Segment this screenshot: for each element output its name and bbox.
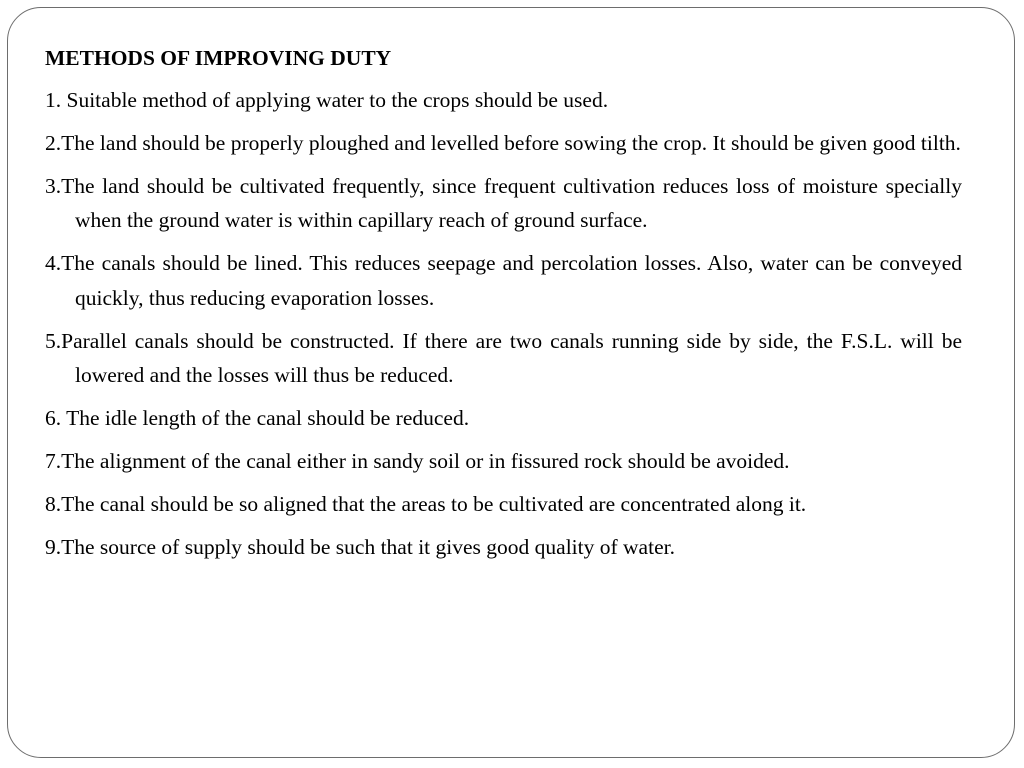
list-item-7: 7.The alignment of the canal either in sandy soil or in fissured rock should be avoided.	[45, 448, 790, 473]
list-item-4: 4.The canals should be lined. This reduces seepage and percolation losses. Also, water can be conveyed quickly, thus reducing evaporation losses.	[45, 251, 962, 310]
list-item-6: 6. The idle length of the canal should be reduced.	[45, 405, 470, 430]
slide-title: METHODS OF IMPROVING DUTY	[45, 46, 392, 70]
list-item-2: 2.The land should be properly ploughed and levelled before sowing the crop. It should be given good tilth.	[45, 130, 961, 155]
slide-content	[45, 41, 962, 573]
list-item-1: 1. Suitable method of applying water to the crops should be used.	[45, 88, 609, 112]
list-item-5: 5.Parallel canals should be constructed. If there are two canals running side by side, the F.S.L. will be lowered and the losses will thus be reduced.	[45, 328, 962, 388]
list-item-3: 3.The land should be cultivated frequently, since frequent cultivation reduces loss of moisture specially when the ground water is within capillary reach of ground surface.	[45, 173, 962, 233]
list-item-8: 8.The canal should be so aligned that the areas to be cultivated are concentrated along it.	[45, 491, 807, 516]
list-item-9: 9.The source of supply should be such that it gives good quality of water.	[45, 534, 675, 559]
